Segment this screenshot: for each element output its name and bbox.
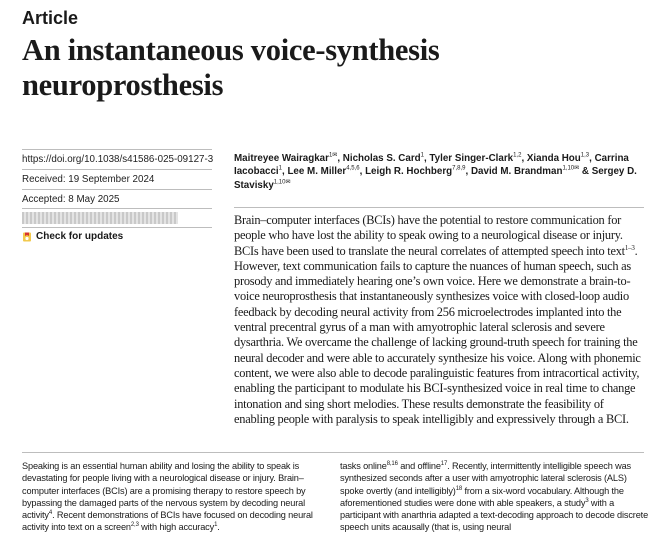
text-segment: with a participant with anarthria adapted a text-decoding approach to decode discrete speech units acausally (that is, using neural [340, 497, 649, 533]
citation-ref[interactable]: 1–3 [624, 243, 635, 252]
text-segment: . [217, 522, 220, 533]
author-name[interactable]: Carrina Iacobacci [234, 153, 629, 178]
received-date: Received: 19 September 2024 [22, 174, 155, 185]
author-name[interactable]: Lee M. Miller [287, 166, 347, 178]
citation-ref[interactable]: 4 [48, 510, 53, 517]
abstract-divider [234, 207, 644, 208]
author-name[interactable]: David M. Brandman [470, 166, 563, 178]
author-affiliation: 7,8,9 [452, 166, 466, 173]
check-for-updates-icon [22, 232, 32, 242]
author-separator: , [589, 153, 595, 164]
meta-divider [22, 149, 212, 150]
text-segment: and offline [397, 461, 441, 471]
text-segment: . However, text communication fails to capture the nuances of human speech, such as prosody and immediately hearing one’s own voice. Here we demonstrate a brain-to-voice neuroprosthesis that instantaneously synthesizes voice with closed-loop audio feedback by decoding neural activity from 256 microelectrodes implanted into the ventral precentral gyrus of a man with amyotrophic lateral sclerosis and severe dysarthria. We overcame the challenge of lacking ground-truth speech for training the neural decoder and were able to accurately synthesize his voice. Along with phonemic content, we were also able to decode paralinguistic features from intracortical activity, enabling the participant to modulate his BCI-synthesized voice in real time to change intonation and sing short melodies. These results demonstrate the feasibility of enabling people with paralysis to speak intelligibly and expressively through a BCI. [234, 243, 641, 426]
author-affiliation: 1,2 [513, 152, 522, 159]
check-for-updates-label: Check for updates [36, 231, 124, 242]
redacted-field [22, 212, 178, 224]
author-separator: , [282, 166, 288, 178]
author-affiliation: 4,5,6 [346, 166, 360, 173]
text-segment: Speaking is an essential human ability and losing the ability to speak is devastating for people living with a neurological disease or injury. Brain–computer interfaces (BCIs) are a promising therapy to restore speech by bypassing the damaged parts of the nervous system by decoding neural activity [22, 461, 306, 521]
author-separator: , [337, 153, 343, 164]
author-separator: & [579, 166, 592, 178]
author-separator: , [359, 166, 366, 178]
meta-divider [22, 169, 212, 170]
author-name[interactable]: Sergey D. Stavisky [234, 166, 637, 191]
author-affiliation: 1,3 [580, 152, 590, 159]
body-divider [22, 452, 644, 453]
citation-ref[interactable]: 8,16 [386, 460, 398, 467]
author-affiliation: 1,10✉ [562, 166, 580, 173]
text-segment: Brain–computer interfaces (BCIs) have the potential to restore communication for people who have lost the ability to speak owing to a neurological disease or injury. BCIs have been used to translate the neural correlates of attempted speech into text [234, 213, 625, 258]
meta-divider [22, 227, 212, 228]
abstract-text [234, 213, 646, 427]
body-column-left [22, 460, 334, 534]
author-separator: , [465, 166, 471, 178]
citation-ref[interactable]: 3 [585, 497, 589, 504]
author-list [234, 152, 644, 192]
meta-divider [22, 189, 212, 190]
citation-ref[interactable]: 1 [214, 522, 218, 529]
author-separator: , [423, 153, 430, 164]
meta-divider [22, 208, 212, 209]
author-name[interactable]: Xianda Hou [526, 153, 581, 164]
text-segment: . Recent demonstrations of BCIs have focused on decoding neural activity into text on a screen [22, 510, 313, 533]
author-affiliation: 1 [278, 166, 282, 173]
citation-ref[interactable]: 2,3 [130, 522, 139, 529]
author-separator: , [521, 153, 527, 164]
check-for-updates-link[interactable] [22, 231, 123, 242]
body-column-right [340, 460, 652, 534]
text-segment: tasks online [340, 461, 387, 471]
accepted-date: Accepted: 8 May 2025 [22, 194, 120, 205]
text-segment: . Recently, intermittently intelligible speech was synthesized seconds after a user with amyotrophic lateral sclerosis (ALS) spoke overtly (and intelligibly) [340, 461, 631, 496]
author-name[interactable]: Tyler Singer-Clark [429, 153, 514, 164]
text-segment: with high accuracy [138, 522, 215, 533]
author-name[interactable]: Leigh R. Hochberg [365, 166, 453, 178]
text-segment: from a six-word vocabulary. Although the aforementioned studies were done with able speakers, a study [340, 485, 624, 508]
article-type-label: Article [22, 8, 79, 28]
author-name[interactable]: Nicholas S. Card [342, 153, 421, 164]
author-affiliation: 1 [420, 152, 424, 159]
citation-ref[interactable]: 18 [455, 485, 463, 492]
author-name[interactable]: Maitreyee Wairagkar [234, 153, 329, 164]
doi-link[interactable]: https://doi.org/10.1038/s41586-025-09127-3 [22, 154, 214, 165]
author-affiliation: 1,10✉ [273, 179, 291, 186]
author-affiliation: 1✉ [328, 152, 338, 159]
citation-ref[interactable]: 17 [440, 460, 448, 467]
article-title: An instantaneous voice-synthesis neuroprosthesis [22, 33, 440, 102]
